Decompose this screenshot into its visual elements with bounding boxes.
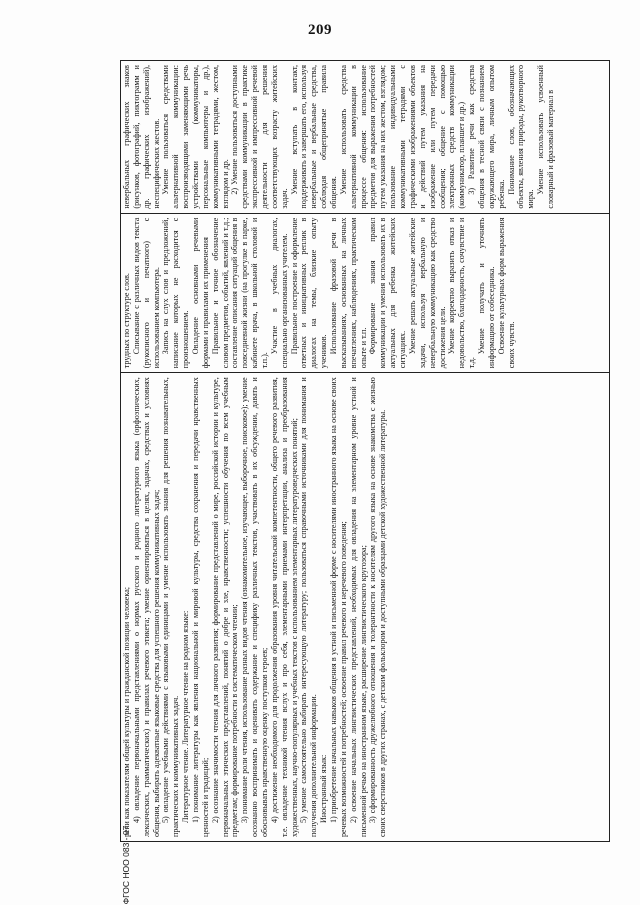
paragraph: 3) Развитие речи как средства общения в тесной связи с познанием окружающего мира, личным опытом ребенка. — [467, 65, 506, 209]
table-content — [120, 60, 610, 842]
paragraph: Умение получать и уточнять информацию от собеседника. — [476, 217, 496, 369]
rotated-table — [120, 60, 610, 842]
paragraph: 1) понимание литературы как явления национальной и мировой культуры, средства сохранения и передачи нравственных ценностей и традиций; — [191, 377, 210, 837]
paragraph: Умение использовать усвоенный словарный и фразовый материал в — [536, 65, 555, 209]
table-column-variant-b — [121, 61, 609, 213]
paragraph: Умение пользоваться средствами альтернативной коммуникации: воспроизводящими заменяющими речь устройствами (коммуникаторы, персональные компьютеры и др.), коммуникативными тетрадями, жестом, взглядом и др. — [161, 65, 230, 209]
paragraph: Формирование знания правил коммуникации и умения использовать их в актуальных для ребенка житейских ситуациях. — [368, 217, 408, 369]
paragraph: трудных по структуре слов. — [122, 273, 131, 369]
table-column-standards — [121, 372, 609, 841]
paragraph: 1) приобретение начальных навыков общения в устной и письменной форме с носителями иностранного языка на основе своих речевых возможностей и потребностей; освоение правил речевого и неречевого поведения; — [329, 377, 348, 837]
paragraph-heading: Иностранный язык: — [319, 754, 329, 823]
paragraph: Участие в учебных диалогах, специально организованных учителем. — [269, 217, 289, 369]
paragraph: 4) овладение первоначальными представлениями о нормах русского и родного литературного языка (орфоэпических, лексических, грамматических) и правилах речевого этикета; умение ориентироваться в целях, задачах, средствах и условиях общения, выбирать адекватные языковые средства для успешного решения коммуникативных задач; — [131, 377, 161, 837]
paragraph: 5) умение самостоятельно выбирать интересующую литературу; пользоваться справочными источниками для понимания и получения дополнительной информации. — [299, 377, 319, 837]
paragraph: Правильное и точное обозначение словом предметов, событий, явлений и т.д.; составление описания ситуаций общения в повседневной жизни (на прогулке в парке, кабинете врача, в школьной столовой и т.п.). — [210, 217, 270, 369]
paragraph: Правильное построение и оформление ответных и инициативных реплик в диалогах на темы, близкие опыту учеников. — [289, 217, 329, 369]
paragraph: Умение решать актуальные житейские задачи, используя вербальную и невербальную коммуникацию как средство достижения цели. — [407, 217, 447, 369]
paragraph: Списывание с различных видов текста (рукописного и печатного) с использованием компьютера. — [131, 217, 161, 369]
paragraph: невербальных графических знаков (рисунков, фотографий, пиктограмм и др. графических изображений), неспецифических жестов. — [122, 65, 161, 209]
table-column-variant-a — [121, 213, 609, 373]
paragraph: 5) овладение учебными действиями с языковыми единицами и умение использовать знания для решения познавательных, практических и коммуникативных задач. — [161, 377, 181, 837]
paragraph: Умение использовать средства альтернативной коммуникации в процессе общения: использование предметов для выражения потребностей путем указания на них жестом, взглядом; пользование индивидуальными коммуникативными тетрадями с графическими изображениями объектов и действий путем указания на изображение или путем передачи сообщения; общение с помощью электронных средств коммуникации (коммуникатор, планшет и др.) — [338, 65, 467, 209]
paragraph: 3) понимание роли чтения, использование разных видов чтения (ознакомительное, изучающее, выборочное, поисковое); умение осознанно воспринимать и оценивать содержание и специфику различных текстов, участвовать в их обсуждении, давать и обосновывать нравственную оценку поступков героев; — [240, 377, 270, 837]
paragraph: Умение корректно выразить отказ и недовольство, благодарность, сочувствие и т.д. — [447, 217, 477, 369]
footer-document-code — [116, 825, 136, 905]
page-number: 209 — [308, 22, 332, 38]
paragraph: 2) осознание значимости чтения для личного развития; формирование представлений о мире, российской истории и культуре, первоначальных этических представлений, понятий о добре и зле, нравственности; успешности обучения по всем учебным предметам; формирование потребности в систематическом чтении; — [210, 377, 240, 837]
footer-code-text: ФГОС НОО 083 - 07 — [121, 825, 131, 905]
paragraph: Освоение культурных форм выражения своих чувств. — [496, 217, 516, 369]
paragraph: Умение вступать в контакт, поддерживать и завершать его, используя невербальные и вербальные средства, соблюдая общепринятые правила общения. — [289, 65, 339, 209]
paragraph-heading: Литературное чтение. Литературное чтение на родном языке: — [181, 610, 191, 823]
paragraph: Использование фразовой речи в высказываниях, основанных на личных впечатлениях, наблюдениях, практическом опыте и т.п. — [329, 217, 368, 369]
paragraph: Запись на слух слов и предложений, написание которых не расходится с произношением. — [161, 217, 191, 369]
paragraph: 3) сформированность дружелюбного отношения и толерантности к носителям другого языка на основе знакомства с жизнью своих сверстников в других странах, с детским фольклором и доступными образцами детской художественной литературы. — [368, 377, 388, 837]
paragraph: Понимание слов, обозначающих объекты, явления природы, рукотворного мира. — [506, 65, 536, 209]
paragraph: Овладение основными речевыми формами и правилами их применения — [191, 217, 210, 369]
paragraph: 2) освоение начальных лингвистических представлений, необходимых для овладения на элементарном уровне устной и письменной речью на иностранном языке, расширение лингвистического кругозора; — [348, 377, 368, 837]
paragraph: 4) достижение необходимого для продолжения образования уровня читательской компетентности, общего речевого развития, т.е. овладение техникой чтения вслух и про себя, элементарными приемами интерпретации, анализа и преобразования художественных, научно-популярных и учебных текстов с использованием элементарных литературоведческих понятий; — [269, 377, 299, 837]
paragraph: речи как показателям общей культуры и гражданской позиции человека; — [122, 586, 131, 837]
paragraph: 2) Умение пользоваться доступными средствами коммуникации в практике экспрессивной и импрессивной речевой деятельности для решения соответствующих возрасту житейских задач. — [230, 65, 289, 209]
